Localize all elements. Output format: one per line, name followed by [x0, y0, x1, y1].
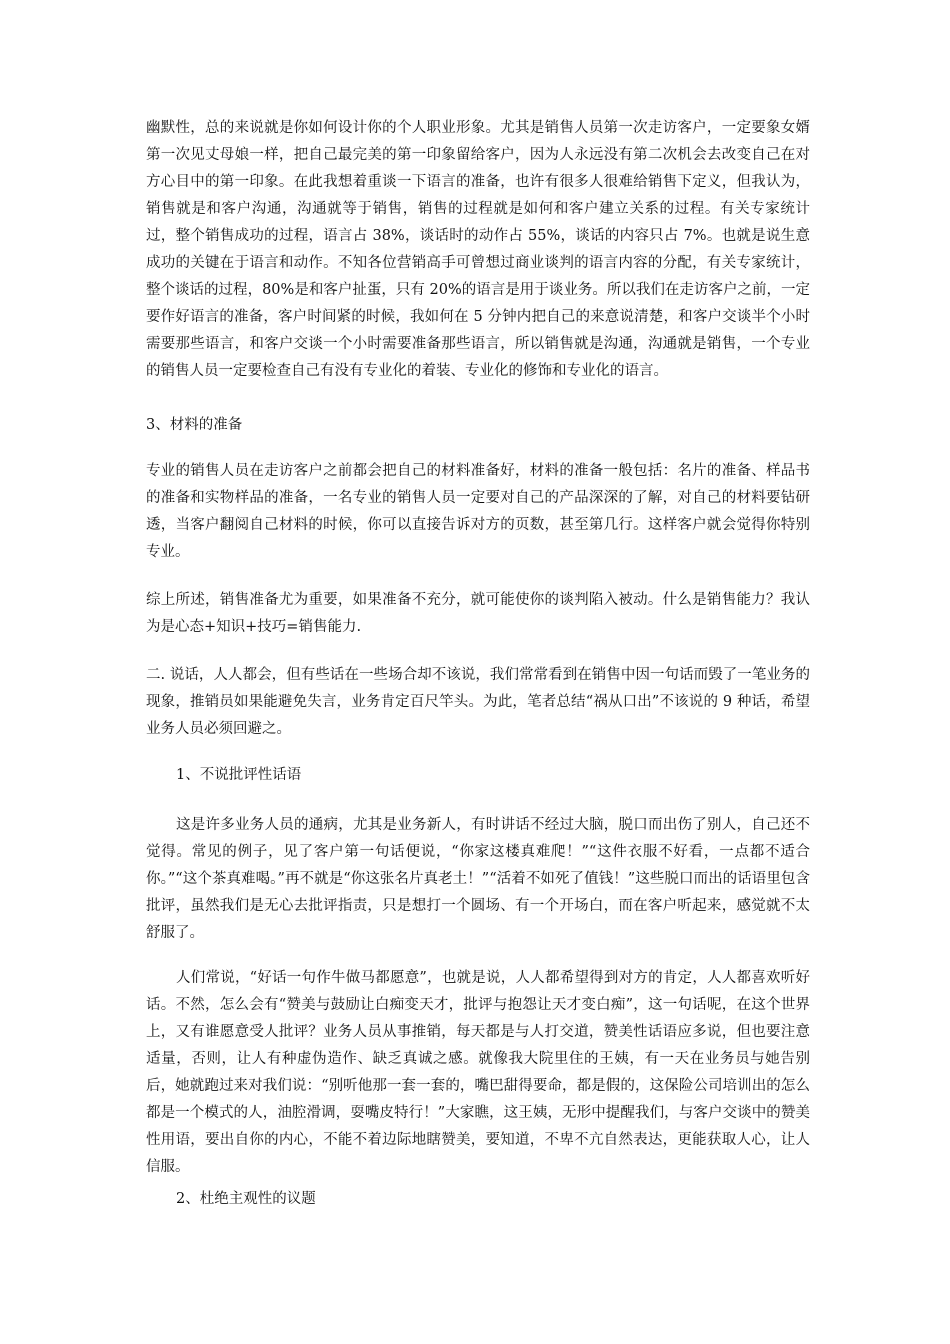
heading-subjective: 2、杜绝主观性的议题: [176, 1191, 316, 1207]
paragraph-summary: 综上所述，销售准备尤为重要，如果准备不充分，就可能使你的谈判陷入被动。什么是销售能力？我认为是心态+知识+技巧=销售能力.: [146, 592, 810, 635]
paragraph-criticism-one: 这是许多业务人员的通病，尤其是业务新人，有时讲话不经过大脑，脱口而出伤了别人，自己还不觉得。常见的例子，见了客户第一句话便说，“你家这楼真难爬！”“这件衣服不好看，一点都不适合你。”“这个茶真难喝。”再不就是“你这张名片真老土！”“活着不如死了值钱！”这些脱口而出的话语里包含批评，虽然我们是无心去批评指责，只是想打一个圆场、有一个开场白，而在客户听起来，感觉就不太舒服了。: [146, 817, 810, 941]
paragraph-intro: 幽默性，总的来说就是你如何设计你的个人职业形象。尤其是销售人员第一次走访客户，一定要象女婿第一次见丈母娘一样，把自己最完美的第一印象留给客户，因为人永远没有第二次机会去改变自己在对方心目中的第一印象。在此我想着重谈一下语言的准备，也许有很多人很难给销售下定义，但我认为，销售就是和客户沟通，沟通就等于销售，销售的过程就是如何和客户建立关系的过程。有关专家统计过，整个销售成功的过程，语言占 38%，谈话时的动作占 55%，谈话的内容只占 7%。也就是说生意成功的关键在于语言和动作。不知各位营销高手可曾想过商业谈判的语言内容的分配，有关专家统计，整个谈话的过程，80%是和客户扯蛋，只有 20%的语言是用于谈业务。所以我们在走访客户之前，一定要作好语言的准备，客户时间紧的时候，我如何在 5 分钟内把自己的来意说清楚，和客户交谈半个小时需要那些语言，和客户交谈一个小时需要准备那些语言，所以销售就是沟通，沟通就是销售，一个专业的销售人员一定要检查自己有没有专业化的着装、专业化的修饰和专业化的语言。: [146, 120, 810, 379]
heading-materials: 3、材料的准备: [146, 417, 243, 433]
paragraph-materials: 专业的销售人员在走访客户之前都会把自己的材料准备好，材料的准备一般包括：名片的准备、样品书的准备和实物样品的准备，一名专业的销售人员一定要对自己的产品深深的了解，对自己的材料要钻研透，当客户翻阅自己材料的时候，你可以直接告诉对方的页数，甚至第几行。这样客户就会觉得你特别专业。: [146, 463, 810, 560]
heading-no-criticism: 1、不说批评性话语: [176, 767, 302, 783]
paragraph-section-two: 二. 说话，人人都会，但有些话在一些场合却不该说，我们常常看到在销售中因一句话而毁了一笔业务的现象，推销员如果能避免失言，业务肯定百尺竿头。为此，笔者总结“祸从口出”不该说的 9 种话，希望业务人员必须回避之。: [146, 667, 810, 737]
paragraph-criticism-two: 人们常说，“好话一句作牛做马都愿意”，也就是说，人人都希望得到对方的肯定，人人都喜欢听好话。不然，怎么会有“赞美与鼓励让白痴变天才，批评与抱怨让天才变白痴”，这一句话呢，在这个世界上，又有谁愿意受人批评？业务人员从事推销，每天都是与人打交道，赞美性话语应多说，但也要注意适量，否则，让人有种虚伪造作、缺乏真诚之感。就像我大院里住的王姨，有一天在业务员与她告别后，她就跑过来对我们说：“别听他那一套一套的，嘴巴甜得要命，都是假的，这保险公司培训出的怎么都是一个模式的人，油腔滑调，耍嘴皮特行！”大家瞧，这王姨，无形中提醒我们，与客户交谈中的赞美性用语，要出自你的内心，不能不着边际地瞎赞美，要知道，不卑不亢自然表达，更能获取人心，让人信服。: [146, 970, 810, 1175]
